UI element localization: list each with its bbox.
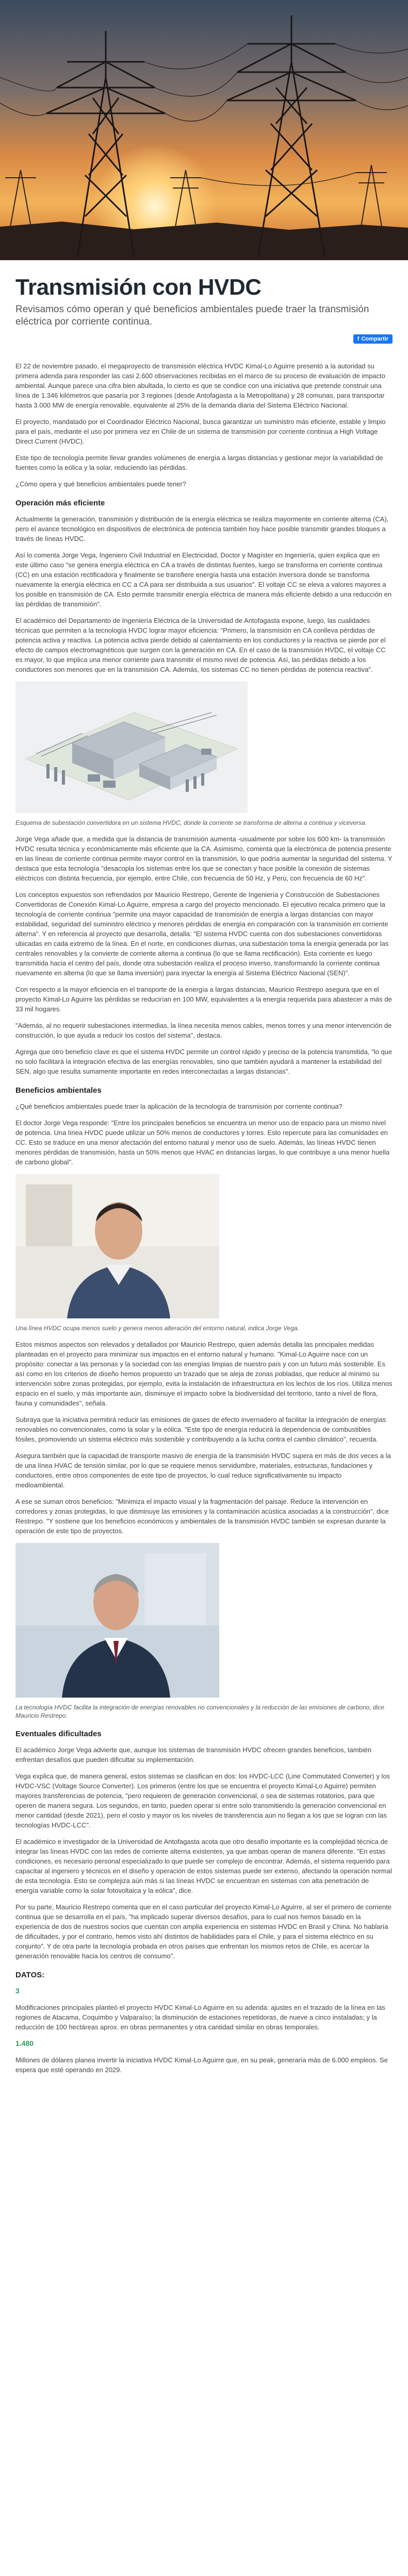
- figure-caption: La tecnología HVDC facilita la integración de energías renovables no convencionales y la reducción de las emisiones de carbono, dice Mauricio Restrepo.: [15, 1704, 385, 1719]
- share-label: Compartir: [361, 336, 388, 342]
- article-body: [0, 349, 408, 2075]
- dato-number: 1.480: [15, 2039, 34, 2047]
- converter-station-image: [15, 682, 248, 813]
- mauricio-restrepo-figure: [15, 1543, 393, 1720]
- figure-caption: Una línea HVDC ocupa menos suelo y genera menos alteración del entorno natural, indica Jorge Vega.: [15, 1325, 299, 1332]
- paragraph: "Además, al no requerir subestaciones intermedias, la línea necesita menos cables, menos torres y una menor intervención de construcción, lo que ayuda a reducir los costos del sistema", destaca.: [15, 1022, 392, 1039]
- section-heading: Operación más eficiente: [15, 499, 105, 507]
- article-subtitle: Revisamos cómo operan y qué beneficios ambientales puede traer la transmisión eléctrica por corriente continua.: [15, 304, 369, 327]
- paragraph: ¿Qué beneficios ambientales puede traer la aplicación de la tecnología de transmisión por corriente continua?: [15, 1103, 342, 1110]
- section-heading: Eventuales dificultades: [15, 1730, 102, 1738]
- paragraph: Agrega que otro beneficio clave es que el sistema HVDC permite un control rápido y preciso de la potencia transmitida, "lo que no solo facilitará la integración efectiva de las energías renovables, sino que también ayudará a mantener la estabilidad del SEN, algo que resulta sumamente importante en redes interconectadas a largas distancias".: [15, 1048, 393, 1075]
- hero-image: [0, 0, 408, 260]
- article-title: Transmisión con HVDC: [15, 275, 262, 300]
- paragraph: Con respecto a la mayor eficiencia en el transporte de la energía a largas distancias, Mauricio Restrepo asegura que en el proyecto Kimal-Lo Aguirre las pérdidas se reducirían en 100 MW, equivalentes a la energía requerida para abastecer a más de 33 mil hogares.: [15, 986, 392, 1013]
- paragraph: Subraya que la iniciativa permitirá reducir las emisiones de gases de efecto invernadero al facilitar la integración de energías renovables no convencionales, como la solar y la eólica. "Este tipo de energía reducirá la dependencia de combustibles fósiles, promoviendo un sistema eléctrico más sostenible y contribuyendo a la lucha contra el cambio climático", recuerda.: [15, 1416, 386, 1443]
- figure-caption: Esquema de subestación convertidora en un sistema HVDC, donde la corriente se transforma de alterna a continua y viceversa.: [15, 819, 367, 826]
- facebook-share-button[interactable]: [353, 334, 393, 344]
- section-heading: DATOS:: [15, 1971, 45, 1979]
- paragraph: Los conceptos expuestos son refrendados por Mauricio Restrepo, Gerente de Ingeniería y Construcción de Subestaciones Convertidoras de Conexión Kimal-Lo Aguirre, empresa a cargo del proyecto mencionado. El ejecutivo recalca primero que la tecnología de corriente continua "permite una mayor capacidad de transmisión de energía a largas distancias con mayor estabilidad, seguridad del suministro eléctrico y menores pérdidas de energía en comparación con la transmisión en corriente alterna". Y en referencia al proyecto que desarrolla, detalla: "El sistema HVDC cuenta con dos subestaciones convertidoras ubicadas en cada extremo de la línea. En el norte, en condiciones diurnas, una subestación toma la energía generada por las centrales renovables y la convierte de corriente alterna a continua (lo que se llama rectificación). Esta corriente es luego transmitida hacia el centro del país, donde otra subestación realiza el proceso inverso, transformando la corriente continua nuevamente en alterna (lo que se llama inversión) para inyectar la energía al Sistema Eléctrico Nacional (SEN)".: [15, 891, 389, 977]
- paragraph: Actualmente la generación, transmisión y distribución de la energía eléctrica se realiza mayormente en corriente alterna (CA), pero el avance tecnológico en dispositivos de electrónica de potencia también hoy hace posible transmitir grandes bloques a través de líneas HVDC.: [15, 515, 389, 543]
- paragraph: El académico del Departamento de Ingeniería Eléctrica de la Universidad de Antofagasta expone, luego, las cualidades técnicas que permiten a la tecnología HVDC lograr mayor eficiencia: "Primero, la transmisión en CA conlleva pérdidas de potencia activa y reactiva. La potencia activa pierde debido al calentamiento en los conductores y la reactiva se pierde por el efecto de campos electromagnéticos que surgen con la generación en CA. En el caso de la transmisión HVDC, el voltaje CC es mayor, lo que implica una menor corriente para transmitir el mismo nivel de potencia. Así, las pérdidas debido a los conductores son menores que en la transmisión CA. Además, los sistemas CC no tienen pérdidas de potencia reactiva".: [15, 617, 386, 673]
- share-row: [0, 328, 408, 349]
- paragraph: A ese se suman otros beneficios: "Minimiza el impacto visual y la fragmentación del paisaje. Reduce la intervención en corredores y zonas protegidas, lo que disminuye las emisiones y la contaminación acústica asociadas a la construcción", dice Restrepo. "Y sostiene que los beneficios económicos y ambientales de la transmisión HVDC también se expresan durante la operación de este tipo de proyectos.: [15, 1498, 389, 1535]
- paragraph: Por su parte, Mauricio Restrepo comenta que en el caso particular del proyecto Kimal-Lo Aguirre, al ser el primero de corriente continua que se desarrolla en el país, "ha implicado superar diversos desafíos, para lo cual nos hemos basado en la experiencia de dos de nuestros socios que cuentan con amplia experiencia en sistemas HVDC en Brasil y China. No hablaría de dificultades, y por el contrario, hemos visto ahí distintos de habilidades para el Chile, y para el sistema eléctrico en su conjunto". Y de otra parte la tecnología probada en otros países que enfrentan los mismos retos de Chile, es acercar la generación renovable hacia los centros de consumo".: [15, 1903, 392, 1960]
- paragraph: ¿Cómo opera y qué beneficios ambientales puede tener?: [15, 480, 186, 488]
- paragraph: Vega explica que, de manera general, estos sistemas se clasifican en dos: los HVDC-LCC (Line Commutated Converter) y los HVDC-VSC (Voltage Source Converter). Los primeros (entre los que se encuentra el proyecto Kimal-Lo Aguirre) permiten mayores transferencias de potencia, "pero requieren de generación convencional, o sea de sistemas rotatorios, para que operen de manera segura. Los segundos, en tanto, pueden operar si entre solo transmitiendo la generación convencional en menor cantidad (desde 2021), pero el costo y mayor os los niveles de transferencia aún no llegan a los que se logran con las tecnologías HVDC-LCC".: [15, 1772, 390, 1829]
- paragraph: Así lo comenta Jorge Vega, Ingeniero Civil Industrial en Electricidad, Doctor y Magíster en Ingeniería, quien explica que en este último caso "se genera energía eléctrica en CA a través de distintas fuentes, luego se transforma en corriente continua (CC) en una estación rectificadora y finalmente se transfiere energía hasta una estación inversora donde se transforma nuevamente la energía eléctrica en CC a CA para ser distribuida a sus usuarios". El voltaje CC se eleva a valores mayores a los posible en transmisión de CA. Esto permite transmitir energía eléctrica de manera más eficiente debido a una reducción en las pérdidas de transmisión".: [15, 551, 392, 608]
- pylons-sunset-illustration: [0, 0, 408, 260]
- section-heading: Beneficios ambientales: [15, 1086, 102, 1095]
- paragraph: Jorge Vega añade que, a medida que la distancia de transmisión aumenta -usualmente por sobre los 600 km- la transmisión HVDC resulta técnica y económicamente más eficiente que la CA. Asimismo, comenta que la electrónica de potencia presente en las líneas de corriente continua permite mayor control en la transmisión, lo que podría aumentar la seguridad del sistema. Y destaca que esta tecnología "desacopla los sistemas entre los que se conectan y hace posible la conexión de sistemas eléctricos con distinta frecuencia, por ejemplo, entre Chile, con frecuencia de 50 Hz, y Perú, con frecuencia de 60 Hz".: [15, 835, 393, 882]
- dato-number: 3: [15, 1987, 20, 1995]
- mauricio-restrepo-photo: [15, 1543, 219, 1698]
- paragraph: El académico Jorge Vega advierte que, aunque los sistemas de transmisión HVDC ofrecen grandes beneficios, también enfrentan desafíos que pueden dificultar su implementación.: [15, 1746, 372, 1764]
- dato-text: Modificaciones principales planteó el proyecto HVDC Kimal-Lo Aguirre en su adenda: ajustes en el trazado de la línea en las regiones de Atacama, Coquimbo y Valparaíso; la disminución de estaciones repetidoras, de nueve a cinco instaladas; y la reducción de 100 hectáreas aprox. en obras permanentes y otra cantidad similar en obras temporales.: [15, 2004, 385, 2031]
- dato-text: Millones de dólares planea invertir la iniciativa HVDC Kimal-Lo Aguirre que, en su peak, generaría más de 6.000 empleos. Se espera que esté operando en 2029.: [15, 2056, 388, 2074]
- paragraph: El 22 de noviembre pasado, el megaproyecto de transmisión eléctrica HVDC Kimal-Lo Aguirre presentó a la autoridad su primera adenda para responder las casi 2.600 observaciones recibidas en el marco de su proceso de evaluación de impacto ambiental. Aunque parece una cifra bien abultada, lo cierto es que se condice con una iniciativa que pretende construir una línea de 1.346 kilómetros que pasaría por 3 regiones (desde Antofagasta a la Metropolitana) y 28 comunas, para transportar hasta 3.000 MW de energía renovable, equivalente al 25% de la demanda diaria del Sistema Eléctrico Nacional.: [15, 362, 385, 409]
- facebook-icon: f: [357, 336, 360, 342]
- paragraph: El doctor Jorge Vega responde: "Entre los principales beneficios se encuentra un menor uso de espacio para un mismo nivel de potencia. Una línea HVDC puede utilizar un 50% menos de conductores y torres. Esto repercute para las comunidades en CC. Esto se traduce en una menor afectación del entorno natural y menor uso de suelo. Además, las líneas HVDC tienen menores pérdidas de transmisión, hasta un 50% menos que HVAC en distancias largas, lo que contribuye a una menor huella de carbono global".: [15, 1119, 390, 1166]
- paragraph: El académico e investigador de la Universidad de Antofagasta acota que otro desafío importante es la complejidad técnica de integrar las líneas HVDC con las redes de corriente alterna existentes, ya que ambas operan de manera diferente. "En estas condiciones, es necesario personal especializado lo que puede ser complejo de encontrar. Además, el sistema requerido para capacitar al ingeniero y técnicos en el diseño y operación de estos sistemas puede ser extenso, afectando la operación normal de esta tecnología. Esto se complejiza aún más si las líneas HVDC se encuentran en sistemas con alta penetración de energía variable como la solar fotovoltaica y la eólica", dice.: [15, 1838, 392, 1894]
- paragraph: Estos mismos aspectos son relevados y detallados por Mauricio Restrepo, quien además detalla las principales medidas planteadas en el proyecto para minimizar sus impactos en el entorno natural y humano. "Kimal-Lo Aguirre nace con un propósito: conectar a las personas y la sociedad con las energías limpias de nuestro país y con un futuro más sostenible. Es así como en los criterios de diseño hemos propuesto un trazado que se aleja de zonas pobladas, que reduce al mínimo su intervención sobre zonas protegidas, por ejemplo, evita la instalación de infraestructura en los lechos de los ríos. Utiliza menos espacio en el suelo, y más importante aún, disminuye el impacto sobre la biodiversidad del territorio, tanto a nivel de flora, fauna y comunidades", señala.: [15, 1341, 393, 1407]
- converter-station-figure: [15, 682, 393, 827]
- paragraph: El proyecto, mandatado por el Coordinador Eléctrico Nacional, busca garantizar un suministro más eficiente, estable y limpio para el país, mediante el uso por primera vez en Chile de un sistema de transmisión por corriente continua a High Voltage Direct Current (HVDC).: [15, 418, 386, 445]
- article-header: [0, 260, 408, 328]
- jorge-vega-photo: [15, 1174, 219, 1318]
- paragraph: Este tipo de tecnología permite llevar grandes volúmenes de energía a largas distancias y gestionar mejor la variabilidad de fuentes como la eólica y la solar, reduciendo las pérdidas.: [15, 454, 383, 471]
- paragraph: Asegura también que la capacidad de transporte masivo de energía de la transmisión HVDC supera en más de dos veces a la de una línea HVAC de tensión similar, por lo que se requiere menos servidumbre, materiales, estructuras, fundaciones y conductores, entre otros componentes de este tipo de proyectos, lo cual reduce significativamente su impacto medioambiental.: [15, 1452, 391, 1489]
- jorge-vega-figure: [15, 1174, 393, 1332]
